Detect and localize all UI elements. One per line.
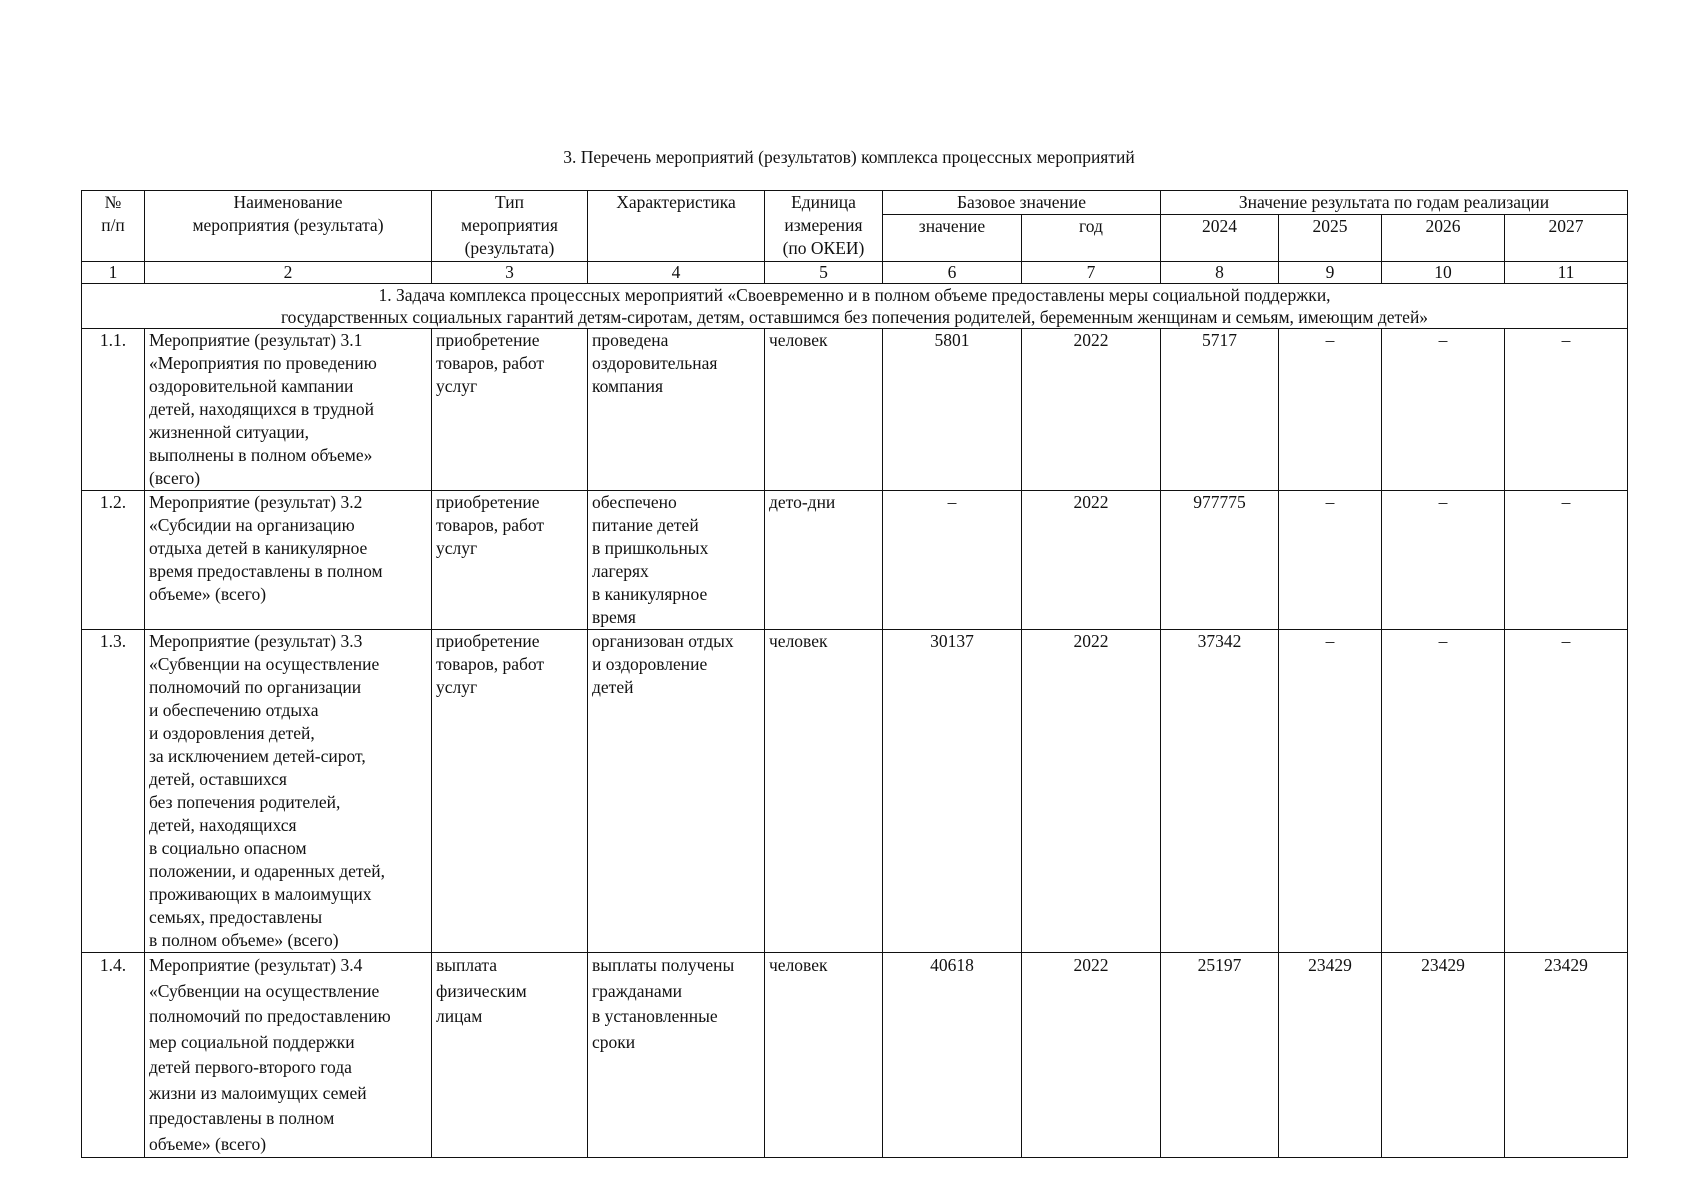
- column-number: 11: [1505, 262, 1628, 284]
- row-value-2027: –: [1505, 329, 1628, 491]
- row-name: Мероприятие (результат) 3.4 «Субвенции на осуществление полномочий по предоставлению мер социальной поддержки детей первого-второго года жизни из малоимущих семей предоставлены в полном объеме» (всего): [145, 953, 432, 1158]
- row-unit: человек: [765, 329, 883, 491]
- page-title: 3. Перечень мероприятий (результатов) комплекса процессных мероприятий: [563, 147, 1135, 167]
- column-number: 3: [432, 262, 588, 284]
- row-value-2025: 23429: [1279, 953, 1382, 1158]
- row-base-value: 30137: [883, 630, 1022, 953]
- table-row: [82, 630, 1628, 953]
- row-value-2027: –: [1505, 630, 1628, 953]
- header-year-2026: 2026: [1382, 215, 1505, 262]
- header-years-group: Значение результата по годам реализации: [1161, 191, 1628, 215]
- row-name: Мероприятие (результат) 3.2 «Субсидии на организацию отдыха детей в каникулярное время предоставлены в полном объеме» (всего): [145, 491, 432, 630]
- row-characteristic: проведена оздоровительная компания: [588, 329, 765, 491]
- row-base-year: 2022: [1022, 329, 1161, 491]
- row-characteristic: обеспечено питание детей в пришкольных лагерях в каникулярное время: [588, 491, 765, 630]
- header-name: Наименование мероприятия (результата): [145, 191, 432, 262]
- row-type: приобретение товаров, работ услуг: [432, 491, 588, 630]
- row-base-value: 5801: [883, 329, 1022, 491]
- row-name: Мероприятие (результат) 3.3 «Субвенции на осуществление полномочий по организации и обеспечению отдыха и оздоровления детей, за исключением детей-сирот, детей, оставшихся без попечения родителей, детей, находящихся в социально опасном положении, и одаренных детей, проживающих в малоимущих семьях, предоставлены в полном объеме» (всего): [145, 630, 432, 953]
- column-number: 7: [1022, 262, 1161, 284]
- row-unit: человек: [765, 953, 883, 1158]
- row-value-2024: 5717: [1161, 329, 1279, 491]
- header-unit: Единица измерения (по ОКЕИ): [765, 191, 883, 262]
- task-row: [82, 284, 1628, 329]
- row-type: выплата физическим лицам: [432, 953, 588, 1158]
- row-base-year: 2022: [1022, 630, 1161, 953]
- row-number: 1.3.: [82, 630, 145, 953]
- row-value-2024: 37342: [1161, 630, 1279, 953]
- header-year-2025: 2025: [1279, 215, 1382, 262]
- row-value-2024: 977775: [1161, 491, 1279, 630]
- column-number: 9: [1279, 262, 1382, 284]
- row-base-value: –: [883, 491, 1022, 630]
- column-number: 6: [883, 262, 1022, 284]
- row-value-2026: –: [1382, 491, 1505, 630]
- column-number: 8: [1161, 262, 1279, 284]
- row-number: 1.1.: [82, 329, 145, 491]
- row-number: 1.4.: [82, 953, 145, 1158]
- row-type: приобретение товаров, работ услуг: [432, 329, 588, 491]
- row-value-2027: 23429: [1505, 953, 1628, 1158]
- table-row: [82, 491, 1628, 630]
- row-characteristic: организован отдых и оздоровление детей: [588, 630, 765, 953]
- row-number: 1.2.: [82, 491, 145, 630]
- header-characteristic: Характеристика: [588, 191, 765, 262]
- header-base-year: год: [1022, 215, 1161, 262]
- column-number: 4: [588, 262, 765, 284]
- row-characteristic: выплаты получены гражданами в установленные сроки: [588, 953, 765, 1158]
- row-value-2025: –: [1279, 630, 1382, 953]
- column-number: 5: [765, 262, 883, 284]
- row-value-2026: 23429: [1382, 953, 1505, 1158]
- row-type: приобретение товаров, работ услуг: [432, 630, 588, 953]
- row-value-2025: –: [1279, 491, 1382, 630]
- row-value-2026: –: [1382, 630, 1505, 953]
- header-year-2024: 2024: [1161, 215, 1279, 262]
- header-row: [82, 191, 1628, 215]
- row-value-2025: –: [1279, 329, 1382, 491]
- row-base-value: 40618: [883, 953, 1022, 1158]
- row-base-year: 2022: [1022, 491, 1161, 630]
- row-unit: дето-дни: [765, 491, 883, 630]
- task-heading: 1. Задача комплекса процессных мероприятий «Своевременно и в полном объеме предоставлены меры социальной поддержки, государственных социальных гарантий детям-сиротам, детям, оставшимся без попечения родителей, беременным женщинам и семьям, имеющим детей»: [82, 284, 1628, 329]
- column-number: 1: [82, 262, 145, 284]
- row-base-year: 2022: [1022, 953, 1161, 1158]
- header-base-group: Базовое значение: [883, 191, 1161, 215]
- header-year-2027: 2027: [1505, 215, 1628, 262]
- column-number: 2: [145, 262, 432, 284]
- table-row: [82, 329, 1628, 491]
- header-base-value: значение: [883, 215, 1022, 262]
- row-unit: человек: [765, 630, 883, 953]
- header-no: № п/п: [82, 191, 145, 262]
- column-number: 10: [1382, 262, 1505, 284]
- header-type: Тип мероприятия (результата): [432, 191, 588, 262]
- row-value-2027: –: [1505, 491, 1628, 630]
- table-row: [82, 953, 1628, 1158]
- results-table: [81, 190, 1628, 1158]
- row-value-2026: –: [1382, 329, 1505, 491]
- row-name: Мероприятие (результат) 3.1 «Мероприятия по проведению оздоровительной кампании детей, находящихся в трудной жизненной ситуации, выполнены в полном объеме» (всего): [145, 329, 432, 491]
- column-numbers-row: [82, 262, 1628, 284]
- row-value-2024: 25197: [1161, 953, 1279, 1158]
